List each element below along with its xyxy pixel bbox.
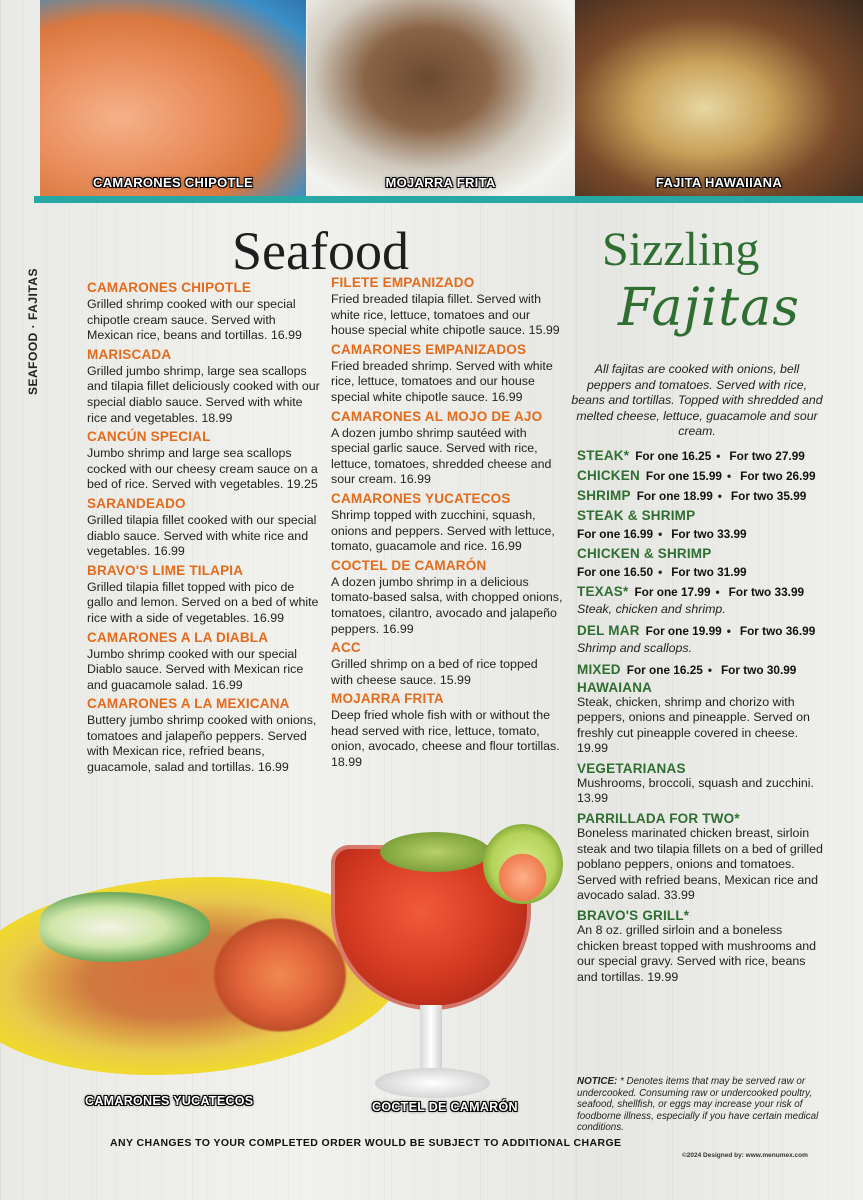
menu-item-name: MOJARRA FRITA — [331, 691, 444, 707]
bullet-separator: • — [726, 468, 732, 483]
photo-caption: FAJITA HAWAIIANA — [655, 175, 783, 190]
fajita-item — [577, 680, 823, 757]
avocado-garnish-image — [380, 832, 490, 872]
photo-caption: CAMARONES CHIPOTLE — [93, 175, 253, 190]
menu-item-name: BRAVO'S LIME TILAPIA — [87, 562, 244, 578]
menu-item-description: A dozen jumbo shrimp in a delicious tomato-based salsa, with chopped onions, tomatoes, cilantro, avocado and jalapeño peppers. 16.99 — [331, 574, 563, 636]
fajita-name: CHICKEN — [577, 467, 640, 483]
fajita-subtext: Shrimp and scallops. — [577, 640, 693, 655]
fajita-item — [577, 486, 823, 506]
menu-item-description: Jumbo shrimp and large sea scallops cocked with our cheesy cream sauce on a bed of rice. Served with vegetables. 19.25 — [87, 446, 318, 492]
fajita-subtext: Steak, chicken and shrimp. — [577, 601, 726, 616]
photo-camarones-chipotle — [40, 0, 306, 196]
plate-salad-image — [40, 892, 210, 962]
menu-item-description: Grilled jumbo shrimp, large sea scallops and tilapia fillet deliciously cooked with our special diablo sauce. Served with white rice and vegetables. 18.99 — [87, 363, 320, 425]
fajita-item — [577, 446, 823, 466]
shrimp-garnish-image — [495, 850, 550, 905]
fajita-item — [577, 811, 823, 904]
fajita-item — [577, 544, 823, 582]
fajita-description: Boneless marinated chicken breast, sirloin steak and two tilapia fillets on a bed of grilled poblano peppers, onions and tomatoes. Served with refried beans, Mexican rice and avocado salad. 33.99 — [577, 826, 823, 903]
fajita-description: An 8 oz. grilled sirloin and a boneless chicken breast topped with mushrooms and our special gravy. Served with rice, beans and tortillas. 19.99 — [577, 923, 816, 984]
fajita-name: CHICKEN & SHRIMP — [577, 545, 712, 561]
notice-label: NOTICE: — [577, 1076, 618, 1087]
bullet-separator: • — [717, 488, 722, 503]
menu-item-description: A dozen jumbo shrimp sautéed with special garlic sauce. Served with rice, lettuce, tomatoes, shredded cheese and sour cream. 16.99 — [331, 425, 552, 487]
seafood-column-1 — [87, 279, 322, 778]
fajita-name: SHRIMP — [577, 487, 631, 503]
menu-item-name: CANCÚN SPECIAL — [87, 429, 211, 445]
fajita-price-two: For two 26.99 — [740, 468, 816, 483]
design-credit: ©2024 Designed by: www.menumex.com — [682, 1152, 808, 1159]
bullet-separator: • — [716, 448, 721, 463]
menu-item-name: CAMARONES AL MOJO DE AJO — [331, 408, 543, 424]
order-change-note: ANY CHANGES TO YOUR COMPLETED ORDER WOULD BE SUBJECT TO ADDITIONAL CHARGE — [110, 1137, 622, 1149]
menu-item-name: SARANDEADO — [87, 495, 186, 511]
fajita-description: Mushrooms, broccoli, squash and zucchini. 13.99 — [577, 775, 814, 806]
fajita-name: PARRILLADA FOR TWO* — [577, 811, 740, 827]
fajita-item — [577, 621, 823, 660]
bullet-separator: • — [726, 623, 731, 638]
menu-item-description: Fried breaded tilapia fillet. Served with white rice, lettuce, tomatoes and our house special white chipotle sauce. 15.99 — [331, 292, 560, 338]
fajitas-intro: All fajitas are cooked with onions, bell peppers and tomatoes. Served with rice, beans and tortillas. Topped with shredded and melted cheese, lettuce, guacamole and sour cream. — [571, 362, 823, 438]
menu-item-name: CAMARONES YUCATECOS — [331, 490, 511, 506]
menu-item-name: CAMARONES A LA MEXICANA — [87, 696, 290, 712]
fajita-item — [577, 506, 823, 544]
fajitas-described-list — [577, 680, 823, 986]
fajita-price-one: For one 16.25 — [626, 662, 703, 677]
notice-body: * Denotes items that may be served raw or undercooked. Consuming raw or undercooked poultry, seafood, shellfish, or eggs may increase your risk of foodborne illness, especially if you have certain medical conditions. — [577, 1076, 819, 1133]
caption-camarones-yucatecos: CAMARONES YUCATECOS — [85, 1094, 254, 1108]
menu-item-description: Grilled tilapia fillet topped with pico de gallo and lemon. Served on a bed of white rice with a side of vegetables. 16.99 — [87, 579, 319, 625]
fajita-price-one: For one 18.99 — [636, 488, 713, 503]
fajita-price-one: For one 15.99 — [645, 468, 722, 483]
fajita-price-two: For two 30.99 — [720, 662, 797, 677]
fajitas-heading-script: Fajitas — [618, 278, 800, 338]
fajita-price-two: For two 33.99 — [728, 584, 805, 599]
bullet-separator: • — [658, 526, 663, 541]
fajitas-list — [571, 362, 823, 989]
fajitas-heading-sizzling: Sizzling — [602, 223, 760, 276]
fajita-name: STEAK* — [577, 447, 630, 463]
bullet-separator: • — [715, 584, 720, 599]
fajita-price-two: For two 33.99 — [671, 526, 747, 541]
menu-item-name: CAMARONES EMPANIZADOS — [331, 341, 527, 357]
menu-item-description: Jumbo shrimp cooked with our special Diablo sauce. Served with Mexican rice and guacamole salad. 16.99 — [87, 646, 304, 692]
fajita-name: VEGETARIANAS — [577, 760, 686, 776]
menu-item-name: FILETE EMPANIZADO — [331, 275, 475, 290]
fajita-item — [577, 908, 823, 985]
caption-coctel-de-camaron: COCTEL DE CAMARÓN — [372, 1100, 518, 1114]
menu-item-description: Shrimp topped with zucchini, squash, onions and peppers. Served with lettuce, tomato, guacamole and rice. 16.99 — [331, 507, 555, 554]
photo-fajita-hawaiiana — [575, 0, 863, 196]
menu-item-description: Fried breaded shrimp. Served with white rice, lettuce, tomatoes and our house special white chipotle sauce. 16.99 — [331, 358, 553, 404]
fajita-price-one: For one 16.50 — [577, 564, 654, 579]
fajita-item — [577, 761, 823, 807]
glass-stem-image — [420, 1005, 442, 1075]
fajita-item — [577, 660, 823, 680]
photo-mojarra-frita — [307, 0, 574, 196]
menu-item-name: MARISCADA — [87, 346, 172, 362]
seafood-heading: Seafood — [232, 221, 409, 281]
fajita-price-two: For two 31.99 — [671, 564, 747, 579]
side-tab-label: SEAFOOD · FAJITAS — [26, 268, 40, 395]
fajita-price-one: For one 16.25 — [635, 448, 712, 463]
menu-item-description: Grilled shrimp cooked with our special chipotle cream sauce. Served with Mexican rice, beans and tortillas. 16.99 — [87, 297, 302, 343]
notice-text — [577, 1076, 841, 1134]
menu-item-name: ACC — [331, 640, 361, 656]
menu-item-description: Deep fried whole fish with or without the head served with rice, lettuce, tomato, onion, avocado, cheese and flour tortillas. 18.99 — [331, 708, 560, 770]
fajita-price-two: For two 27.99 — [729, 448, 805, 463]
menu-item-description: Grilled shrimp on a bed of rice topped with cheese sauce. 15.99 — [331, 657, 538, 687]
photo-caption: MOJARRA FRITA — [385, 175, 496, 190]
fajita-price-one: For one 16.99 — [577, 526, 654, 541]
fajita-price-one: For one 17.99 — [634, 584, 711, 599]
fajita-item — [577, 466, 823, 486]
plate-shrimp-image — [210, 915, 350, 1035]
fajita-name: BRAVO'S GRILL* — [577, 908, 690, 924]
fajita-price-one: For one 19.99 — [645, 623, 722, 638]
fajita-name: HAWAIANA — [577, 679, 653, 695]
glass-foot-image — [375, 1068, 490, 1098]
menu-item-name: CAMARONES CHIPOTLE — [87, 280, 252, 295]
fajita-price-two: For two 35.99 — [730, 488, 807, 503]
bullet-separator: • — [707, 662, 712, 677]
menu-item-name: CAMARONES A LA DIABLA — [87, 629, 269, 645]
bullet-separator: • — [658, 564, 663, 579]
fajita-price-two: For two 36.99 — [739, 623, 816, 638]
fajita-name: TEXAS* — [577, 583, 629, 599]
divider-bar — [34, 196, 863, 203]
menu-item-name: COCTEL DE CAMARÓN — [331, 557, 487, 573]
menu-item-description: Buttery jumbo shrimp cooked with onions, tomatoes and jalapeño peppers. Served with Mexican rice, refried beans, guacamole, salad and tortillas. 16.99 — [87, 713, 317, 775]
fajita-name: DEL MAR — [577, 622, 640, 638]
seafood-column-2 — [331, 274, 563, 773]
fajita-item — [577, 582, 823, 621]
fajita-name: STEAK & SHRIMP — [577, 507, 696, 523]
menu-item-description: Grilled tilapia fillet cooked with our special diablo sauce. Served with white rice and vegetables. 16.99 — [87, 512, 317, 559]
fajita-name: MIXED — [577, 661, 621, 677]
fajitas-priced-list — [577, 446, 823, 680]
fajita-description: Steak, chicken, shrimp and chorizo with peppers, onions and pineapple. Served on freshly cut pineapple covered in cheese. 19.99 — [577, 694, 810, 756]
